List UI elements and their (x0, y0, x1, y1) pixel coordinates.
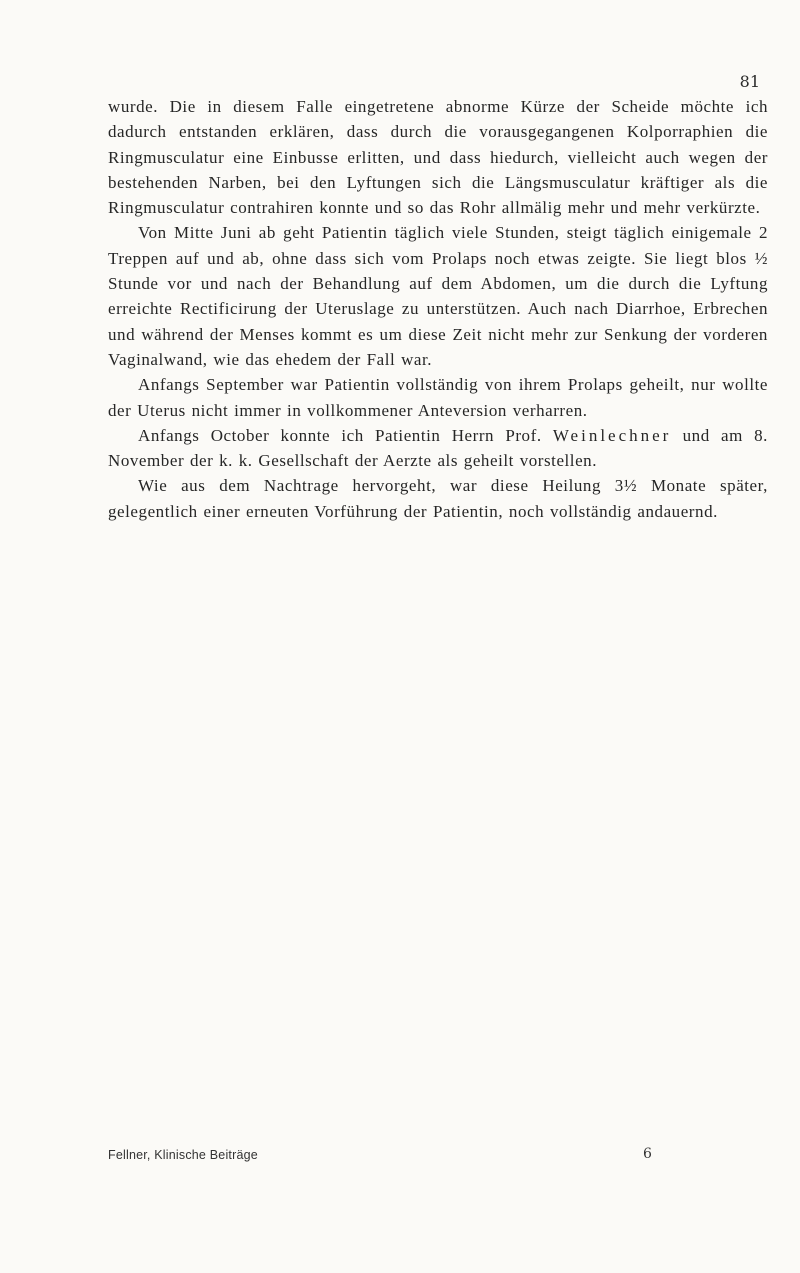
footer-source: Fellner, Klinische Beiträge (108, 1148, 258, 1162)
paragraph-4-start: Anfangs October konnte ich Patientin Herrn Prof. (138, 425, 553, 445)
paragraph-5: Wie aus dem Nachtrage hervorgeht, war diese Heilung 3½ Monate später, gelegentlich einer erneuten Vorführung der Patientin, noch vollständig andauernd. (108, 476, 768, 521)
paragraph-1: wurde. Die in diesem Falle eingetretene abnorme Kürze der Scheide möchte ich dadurch entstanden erklären, dass durch die vorausgegangenen Kolporraphien die Ringmusculatur eine Einbusse erlitten, und dass hiedurch, vielleicht auch wegen der bestehenden Narben, bei den Lyftungen sich die Längsmusculatur kräftiger als die Ringmusculatur contrahiren konnte und so das Rohr allmälig mehr und mehr verkürzte. (108, 97, 768, 218)
paragraph-2: Von Mitte Juni ab geht Patientin täglich viele Stunden, steigt täglich einigemale 2 Treppen auf und ab, ohne dass sich vom Prolaps noch etwas zeigte. Sie liegt blos ½ Stunde vor und nach der Behandlung auf dem Abdomen, um die durch die Lyftung erreichte Rectificirung der Uteruslage zu unterstützen. Auch nach Diarrhoe, Erbrechen und während der Menses kommt es um diese Zeit nicht mehr zur Senkung der vorderen Vaginalwand, wie das ehedem der Fall war. (108, 223, 768, 369)
signature-mark: 6 (643, 1146, 652, 1162)
paragraph-3: Anfangs September war Patientin vollständig von ihrem Prolaps geheilt, nur wollte der Uterus nicht immer in vollkommener Anteversion verharren. (108, 375, 768, 420)
paragraph-4-end: und am 8. November der k. k. Gesellschaft der Aerzte als geheilt vorstellen. (108, 425, 768, 471)
page-number: 81 (739, 72, 760, 91)
paragraph-4 (108, 423, 768, 474)
body-text (108, 94, 768, 524)
person-name: Weinlechner (552, 425, 672, 445)
